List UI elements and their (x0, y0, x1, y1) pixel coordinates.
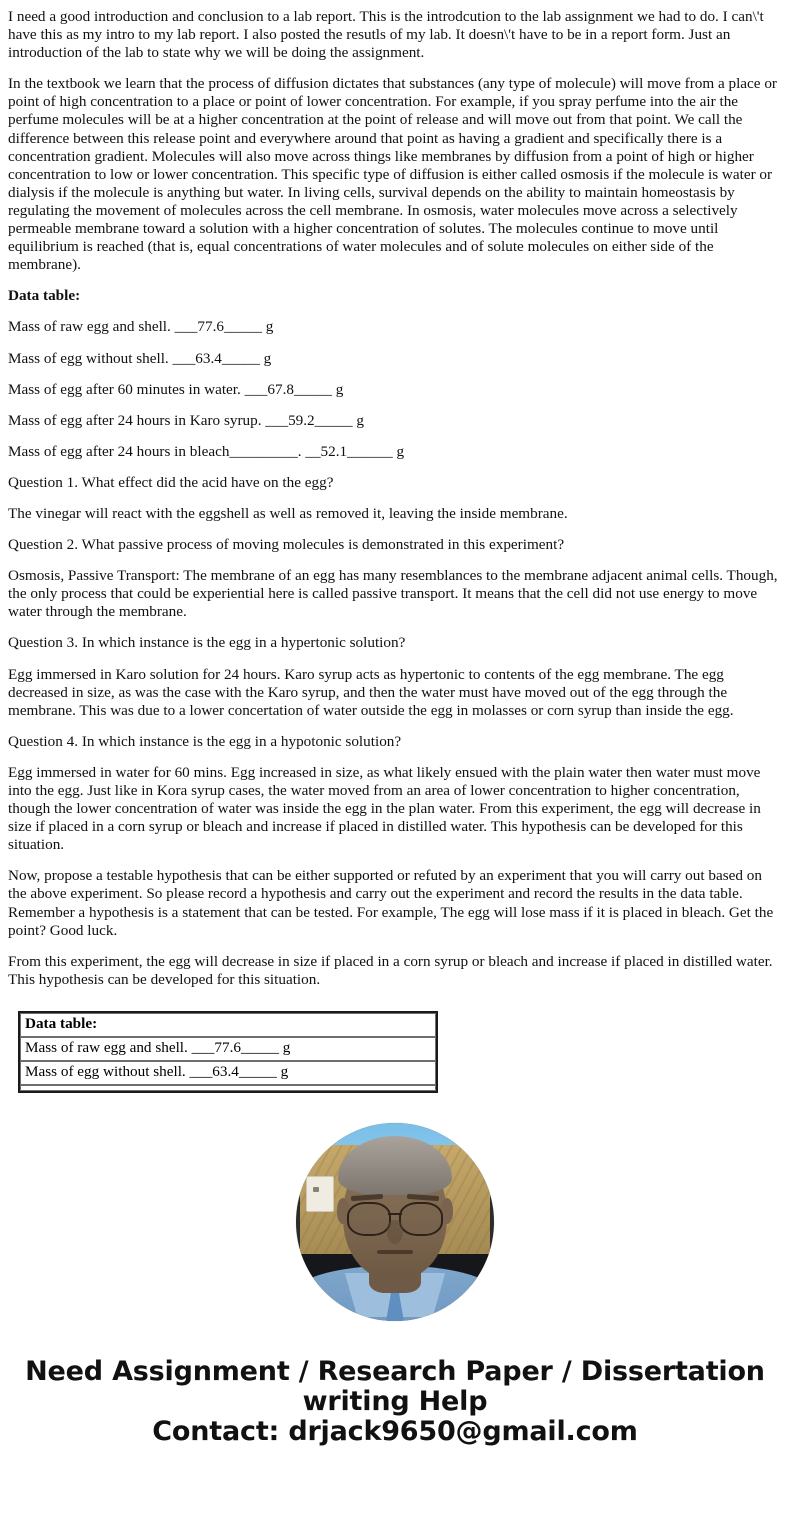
measurement-line-raw-egg: Mass of raw egg and shell. ___77.6_____ g (8, 318, 274, 336)
table-row (20, 1013, 436, 1037)
answer-1: The vinegar will react with the eggshell as well as removed it, leaving the inside membrane. (8, 504, 568, 522)
question-4: Question 4. In which instance is the egg in a hypotonic solution? (8, 732, 402, 750)
bordered-data-table-wrapper (18, 1011, 782, 1093)
footer-line-contact: Contact: drjack9650@gmail.com (152, 1415, 638, 1447)
avatar-eyeglass-lens-right (399, 1202, 443, 1236)
hypothesis-prompt: Now, propose a testable hypothesis that can be either supported or refuted by an experiment that you will carry out based on the above experiment. So please record a hypothesis and carry out the experiment and record the results in the data table. Remember a hypothesis is a statement that can be tested. For example, The egg will lose mass if it is placed in bleach. Get the point? Good luck. (8, 867, 774, 939)
intro-paragraph: I need a good introduction and conclusion to a lab report. This is the introdcution to the lab assignment we had to do. I can\'t have this as my intro to my lab report. I also posted the resutls of my lab. It doesn\'t have to be in a report form. Just an introduction of the lab to state why we will be doing the assignment. (8, 8, 764, 62)
measurement-line-karo-syrup: Mass of egg after 24 hours in Karo syrup. ___59.2_____ g (8, 411, 365, 429)
question-2: Question 2. What passive process of moving molecules is demonstrated in this experiment? (8, 536, 565, 554)
answer-3: Egg immersed in Karo solution for 24 hours. Karo syrup acts as hypertonic to contents of the egg membrane. The egg decreased in size, as was the case with the Karo syrup, and then the water must have moved out of the egg through the membrane. This was due to a lower concertation of water outside the egg in molasses or corn syrup than inside the egg. (8, 665, 734, 719)
avatar-mouth (377, 1250, 413, 1254)
measurement-line-water-60min: Mass of egg after 60 minutes in water. ___67.8_____ g (8, 380, 344, 398)
avatar-nose (387, 1220, 403, 1244)
avatar-block (8, 1123, 782, 1321)
avatar-eyeglass-bridge (388, 1213, 402, 1215)
measurement-line-bleach: Mass of egg after 24 hours in bleach_________. __52.1______ g (8, 442, 405, 460)
avatar-eyeglass-lens-left (347, 1202, 391, 1236)
avatar (296, 1123, 494, 1321)
answer-4: Egg immersed in water for 60 mins. Egg increased in size, as what likely ensued with the plain water then water must move into the egg. Just like in Kora syrup cases, the water moved from an area of lower concentration to higher concentration, though the lower concentration of water was inside the egg in the plan water. From this experiment, the egg will decrease in size if placed in a corn syrup or bleach and increase if placed in distilled water. This hypothesis can be developed for this situation. (8, 763, 761, 854)
table-cell-heading: Data table: (20, 1013, 436, 1037)
bordered-data-table (18, 1011, 438, 1093)
table-cell-clipped (20, 1085, 436, 1091)
answer-2: Osmosis, Passive Transport: The membrane of an egg has many resemblances to the membrane adjacent animal cells. Though, the only process that could be experiential here is called passive transport. It means that the cell did not use energy to move water through the membrane. (8, 567, 778, 621)
footer-promo (8, 1357, 782, 1447)
avatar-background-switch (306, 1176, 334, 1212)
table-row (20, 1037, 436, 1061)
table-cell-no-shell: Mass of egg without shell. ___63.4_____ g (20, 1061, 436, 1085)
measurement-line-no-shell: Mass of egg without shell. ___63.4_____ g (8, 349, 272, 367)
footer-line-writing-help: writing Help (302, 1385, 488, 1417)
table-row-clipped (20, 1085, 436, 1091)
data-table-heading: Data table: (8, 287, 81, 305)
hypothesis-answer: From this experiment, the egg will decrease in size if placed in a corn syrup or bleach and increase if placed in distilled water. This hypothesis can be developed for this situation. (8, 952, 773, 988)
question-3: Question 3. In which instance is the egg in a hypertonic solution? (8, 634, 406, 652)
table-cell-raw-egg: Mass of raw egg and shell. ___77.6_____ g (20, 1037, 436, 1061)
table-row (20, 1061, 436, 1085)
footer-line-services: Need Assignment / Research Paper / Dissertation (25, 1355, 765, 1387)
diffusion-paragraph: In the textbook we learn that the process of diffusion dictates that substances (any type of molecule) will move from a place or point of high concentration to a place or point of lower concentration. For example, if you spray perfume into the air the perfume molecules will be at a higher concentration at the point of release and will move out from that point. We call the difference between this release point and everywhere around that point as having a gradient and specifically there is a concentration gradient. Molecules will also move across things like membranes by diffusion from a point of high or higher concentration to low or lower concentration. This specific type of diffusion is either called osmosis if the molecule is water or dialysis if the molecule is anything but water. In living cells, survival depends on the ability to maintain homeostasis by regulating the movement of molecules across the cell membrane. In osmosis, water molecules move across a selectively permeable membrane toward a solution with a higher concentration of solutes. The molecules continue to move until equilibrium is reached (that is, equal concentrations of water molecules and of solute molecules on either side of the membrane). (8, 75, 777, 274)
question-1: Question 1. What effect did the acid have on the egg? (8, 473, 334, 491)
